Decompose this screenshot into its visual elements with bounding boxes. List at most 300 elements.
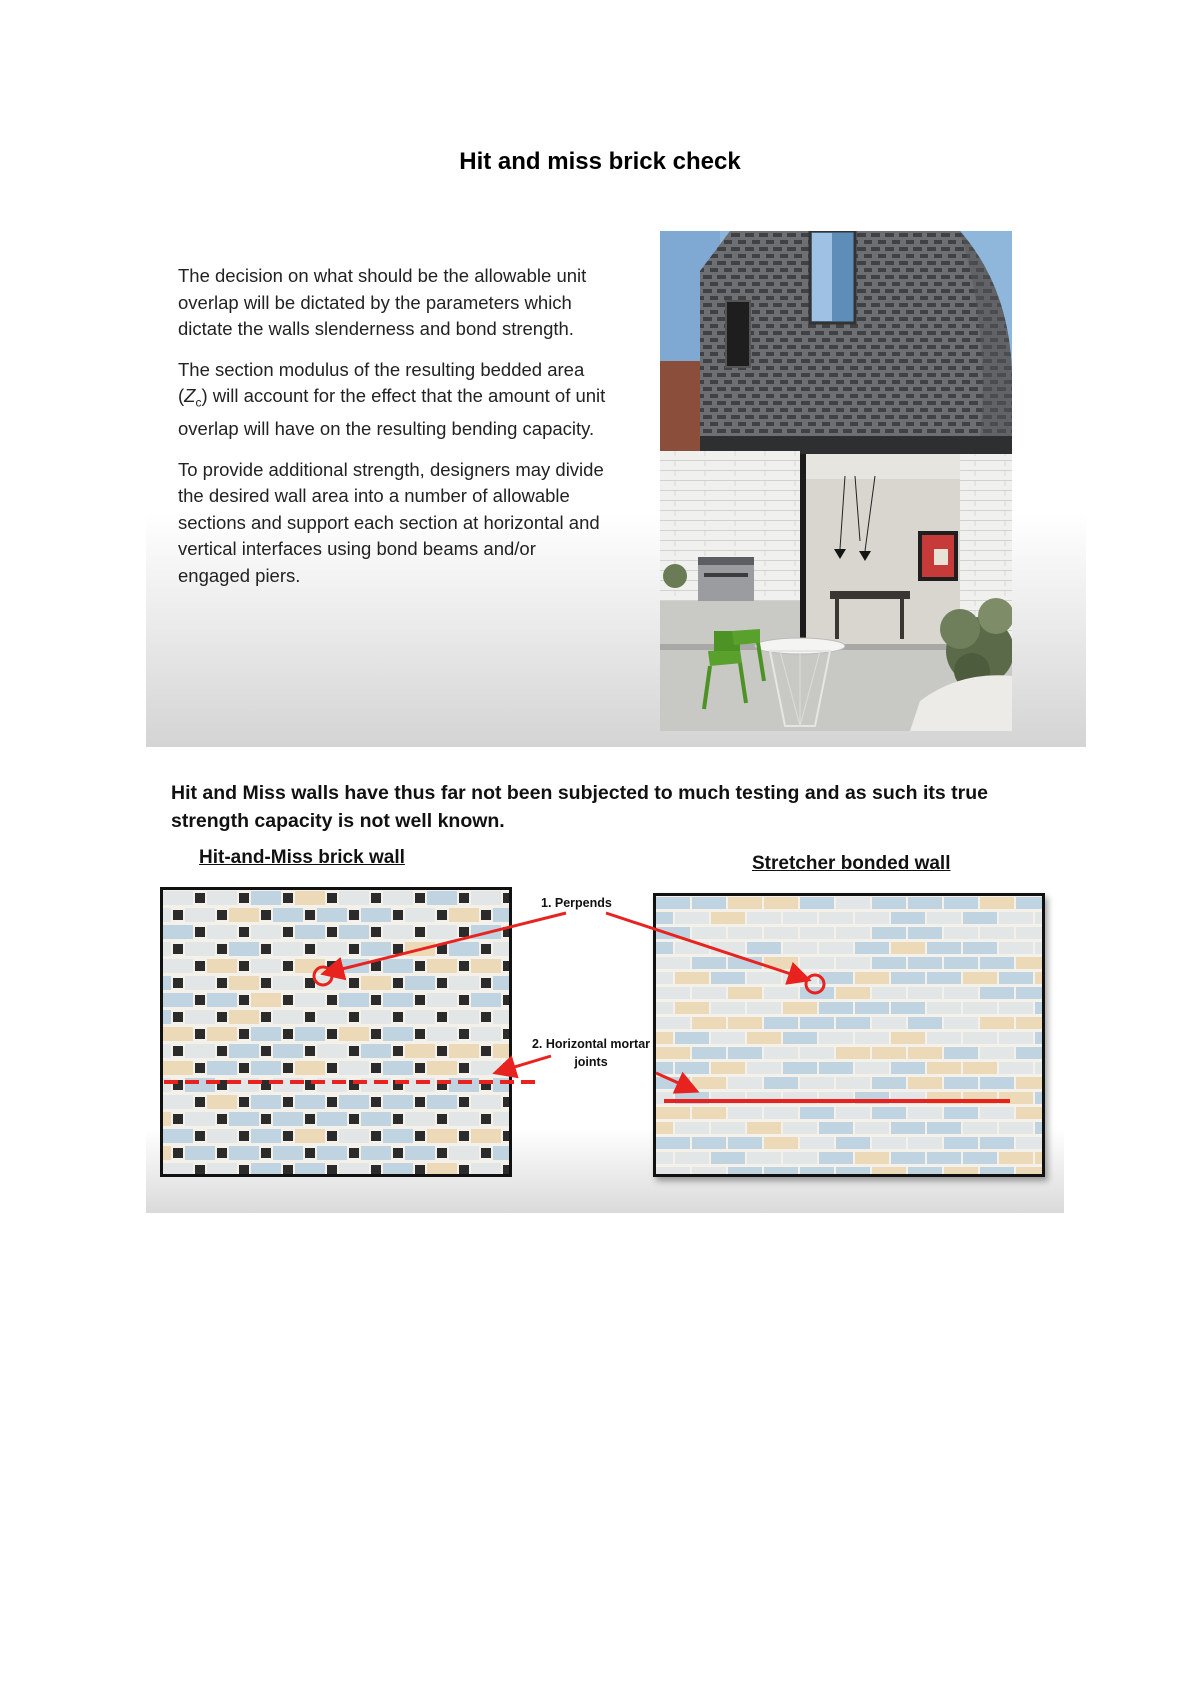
brick <box>1016 1137 1042 1149</box>
brick <box>503 1097 509 1107</box>
brick <box>383 925 413 939</box>
brick <box>185 976 215 990</box>
brick <box>891 1062 925 1074</box>
brick <box>747 1152 781 1164</box>
brick <box>327 1165 337 1174</box>
brick <box>361 1010 391 1024</box>
brick <box>783 972 817 984</box>
brick <box>349 1046 359 1056</box>
brick <box>471 1163 501 1174</box>
brick <box>459 1165 469 1174</box>
brick <box>251 1163 281 1174</box>
brick <box>764 1017 798 1029</box>
brick <box>711 1002 745 1014</box>
brick <box>163 993 193 1007</box>
brick <box>963 1122 997 1134</box>
brick <box>855 912 889 924</box>
brick <box>449 942 479 956</box>
brick <box>980 987 1014 999</box>
brick <box>339 1027 369 1041</box>
brick <box>261 910 271 920</box>
brick <box>427 959 457 973</box>
brick <box>800 1077 834 1089</box>
brick <box>317 908 347 922</box>
brick <box>963 1152 997 1164</box>
brick <box>1016 927 1042 939</box>
brick <box>711 942 745 954</box>
brick <box>692 957 726 969</box>
brick <box>349 944 359 954</box>
brick <box>836 1167 870 1174</box>
brick <box>261 978 271 988</box>
brick <box>185 942 215 956</box>
brick <box>471 891 501 905</box>
brick <box>980 1107 1014 1119</box>
brick <box>195 1063 205 1073</box>
brick <box>283 1165 293 1174</box>
brick <box>371 1029 381 1039</box>
brick <box>980 1077 1014 1089</box>
brick <box>908 927 942 939</box>
brick <box>295 1061 325 1075</box>
brick <box>783 1032 817 1044</box>
brick <box>764 897 798 909</box>
brick <box>891 1092 925 1104</box>
brick <box>163 1129 193 1143</box>
brick <box>1016 1047 1042 1059</box>
brick <box>361 1044 391 1058</box>
brick <box>217 1046 227 1056</box>
brick <box>692 1107 726 1119</box>
brick <box>163 1078 171 1092</box>
brick <box>891 1152 925 1164</box>
brick <box>728 957 762 969</box>
brick <box>819 912 853 924</box>
page-title: Hit and miss brick check <box>459 148 741 175</box>
brick <box>872 1077 906 1089</box>
brick <box>393 1046 403 1056</box>
brick <box>405 1112 435 1126</box>
brick <box>185 1078 215 1092</box>
brick <box>327 995 337 1005</box>
brick <box>361 1078 391 1092</box>
brick <box>963 1092 997 1104</box>
brick <box>872 1047 906 1059</box>
brick <box>173 1080 183 1090</box>
brick <box>819 1152 853 1164</box>
brick <box>1035 1062 1042 1074</box>
brick <box>427 1163 457 1174</box>
brick <box>327 927 337 937</box>
brick <box>503 995 509 1005</box>
brick <box>656 957 690 969</box>
brick <box>855 1002 889 1014</box>
brick <box>371 1063 381 1073</box>
brick <box>239 1131 249 1141</box>
brick <box>503 1063 509 1073</box>
brick <box>437 1012 447 1022</box>
brick <box>173 1012 183 1022</box>
brick <box>173 1046 183 1056</box>
brick <box>427 1027 457 1041</box>
brick <box>229 942 259 956</box>
brick <box>459 1063 469 1073</box>
brick <box>251 1061 281 1075</box>
brick <box>305 1114 315 1124</box>
brick <box>503 961 509 971</box>
brick <box>908 1077 942 1089</box>
slide-2 <box>146 747 1064 1213</box>
brick <box>449 908 479 922</box>
brick <box>692 1137 726 1149</box>
brick <box>747 942 781 954</box>
brick <box>692 1167 726 1174</box>
brick <box>855 1032 889 1044</box>
brick <box>339 1061 369 1075</box>
brick <box>963 1032 997 1044</box>
brick <box>163 1044 171 1058</box>
brick <box>980 1167 1014 1174</box>
brick <box>273 1010 303 1024</box>
brick <box>855 1062 889 1074</box>
brick <box>927 1002 961 1014</box>
brick <box>800 1047 834 1059</box>
brick <box>908 897 942 909</box>
brick <box>855 1122 889 1134</box>
brick <box>383 1095 413 1109</box>
brick <box>305 1148 315 1158</box>
brick <box>195 995 205 1005</box>
brick <box>963 972 997 984</box>
brick <box>273 976 303 990</box>
brick <box>339 891 369 905</box>
brick <box>229 976 259 990</box>
brick <box>872 987 906 999</box>
brick <box>427 925 457 939</box>
brick <box>371 1165 381 1174</box>
brick <box>783 1002 817 1014</box>
brick <box>349 978 359 988</box>
brick <box>415 1131 425 1141</box>
brick <box>656 912 673 924</box>
brick <box>427 1061 457 1075</box>
brick <box>944 1167 978 1174</box>
brick <box>728 1077 762 1089</box>
brick <box>999 912 1033 924</box>
brick <box>656 1017 690 1029</box>
brick <box>999 972 1033 984</box>
brick <box>415 995 425 1005</box>
brick <box>747 1002 781 1014</box>
brick <box>783 912 817 924</box>
brick <box>481 1148 491 1158</box>
brick <box>261 1148 271 1158</box>
brick <box>217 910 227 920</box>
brick <box>427 993 457 1007</box>
brick <box>819 1062 853 1074</box>
brick <box>836 987 870 999</box>
brick <box>800 987 834 999</box>
brick <box>327 893 337 903</box>
brick <box>855 972 889 984</box>
brick <box>1016 1167 1042 1174</box>
brick <box>163 1061 193 1075</box>
brick <box>836 927 870 939</box>
brick <box>195 1165 205 1174</box>
brick <box>503 893 509 903</box>
brick <box>747 1032 781 1044</box>
brick <box>207 1095 237 1109</box>
brick <box>481 1046 491 1056</box>
brick <box>872 927 906 939</box>
brick <box>405 976 435 990</box>
brick <box>944 1077 978 1089</box>
brick <box>764 957 798 969</box>
brick <box>251 891 281 905</box>
brick <box>295 925 325 939</box>
brick <box>999 1002 1033 1014</box>
brick <box>305 1012 315 1022</box>
brick <box>503 1165 509 1174</box>
brick <box>361 942 391 956</box>
brick <box>872 1107 906 1119</box>
brick <box>195 1029 205 1039</box>
paragraph-section-modulus <box>178 357 608 443</box>
brick <box>675 1092 709 1104</box>
brick <box>239 927 249 937</box>
brick <box>317 976 347 990</box>
brick <box>163 1146 171 1160</box>
brick <box>675 1002 709 1014</box>
brick <box>173 910 183 920</box>
brick <box>471 1027 501 1041</box>
brick <box>711 1032 745 1044</box>
brick <box>493 1078 509 1092</box>
brick <box>185 1044 215 1058</box>
brick <box>481 1080 491 1090</box>
brick <box>317 1146 347 1160</box>
brick <box>980 1047 1014 1059</box>
brick <box>283 1131 293 1141</box>
brick <box>163 1027 193 1041</box>
brick <box>493 976 509 990</box>
brick <box>656 1137 690 1149</box>
brick <box>459 995 469 1005</box>
annotation-horizontal-mortar-joints <box>516 1035 666 1071</box>
paragraph-section-modulus-body: will account for the effect that the amount of unit overlap will have on the resulting bending capacity. <box>178 385 606 440</box>
brick <box>872 1137 906 1149</box>
brick <box>163 976 171 990</box>
brick <box>908 1167 942 1174</box>
brick <box>764 987 798 999</box>
brick <box>656 1122 673 1134</box>
brick <box>747 972 781 984</box>
brick <box>229 908 259 922</box>
brick <box>836 897 870 909</box>
brick <box>459 961 469 971</box>
brick <box>927 972 961 984</box>
brick <box>503 927 509 937</box>
symbol-z: Z <box>184 385 196 406</box>
brick <box>229 1044 259 1058</box>
brick <box>239 1063 249 1073</box>
brick <box>173 978 183 988</box>
building-photo <box>660 231 1012 731</box>
brick <box>449 1078 479 1092</box>
brick <box>195 893 205 903</box>
brick <box>295 1095 325 1109</box>
brick <box>251 959 281 973</box>
brick <box>656 1167 690 1174</box>
brick <box>251 1095 281 1109</box>
brick <box>415 1165 425 1174</box>
brick <box>927 1152 961 1164</box>
brick <box>437 910 447 920</box>
brick <box>185 1146 215 1160</box>
brick <box>764 1107 798 1119</box>
brick <box>405 908 435 922</box>
brick <box>163 959 193 973</box>
brick <box>349 1114 359 1124</box>
brick <box>819 972 853 984</box>
brick <box>459 927 469 937</box>
brick <box>437 1148 447 1158</box>
brick <box>471 1095 501 1109</box>
brick <box>711 912 745 924</box>
brick <box>692 1017 726 1029</box>
brick <box>283 927 293 937</box>
brick <box>459 1131 469 1141</box>
brick <box>692 987 726 999</box>
brick <box>503 1131 509 1141</box>
brick <box>163 1112 171 1126</box>
brick <box>800 1137 834 1149</box>
brick <box>999 942 1033 954</box>
brick <box>493 1044 509 1058</box>
brick <box>207 959 237 973</box>
brick <box>229 1078 259 1092</box>
brick <box>217 1080 227 1090</box>
brick <box>349 1012 359 1022</box>
brick <box>405 1078 435 1092</box>
brick <box>339 993 369 1007</box>
brick <box>283 1097 293 1107</box>
brick <box>908 1017 942 1029</box>
brick <box>471 925 501 939</box>
brick <box>891 942 925 954</box>
brick <box>305 1080 315 1090</box>
brick <box>239 1165 249 1174</box>
brick <box>471 1061 501 1075</box>
brick <box>927 1092 961 1104</box>
brick <box>349 1148 359 1158</box>
brick <box>361 1112 391 1126</box>
brick <box>819 1122 853 1134</box>
brick <box>692 927 726 939</box>
brick <box>327 1097 337 1107</box>
brick <box>836 1017 870 1029</box>
brick <box>692 1077 726 1089</box>
brick <box>339 1095 369 1109</box>
brick <box>393 944 403 954</box>
brick <box>944 1107 978 1119</box>
brick <box>471 993 501 1007</box>
brick <box>656 897 690 909</box>
brick <box>195 1097 205 1107</box>
brick <box>481 978 491 988</box>
brick <box>675 1032 709 1044</box>
brick <box>656 942 673 954</box>
annotation-perpends: 1. Perpends <box>541 896 612 910</box>
brick <box>371 893 381 903</box>
brick <box>944 1137 978 1149</box>
brick <box>295 959 325 973</box>
brick <box>819 942 853 954</box>
brick <box>295 891 325 905</box>
brick <box>836 1107 870 1119</box>
brick <box>261 944 271 954</box>
brick <box>273 1078 303 1092</box>
brick <box>239 893 249 903</box>
brick <box>371 927 381 937</box>
brick <box>283 893 293 903</box>
brick <box>273 1112 303 1126</box>
brick <box>800 927 834 939</box>
brick <box>415 1097 425 1107</box>
brick <box>415 1029 425 1039</box>
slide-2-heading: Hit and Miss walls have thus far not been subjected to much testing and as such its true strength capacity is not well known. <box>171 782 988 832</box>
brick <box>493 1010 509 1024</box>
caption-hit-and-miss-wall: Hit-and-Miss brick wall <box>199 847 405 868</box>
brick <box>295 993 325 1007</box>
brick <box>800 897 834 909</box>
brick <box>728 1167 762 1174</box>
brick <box>393 1012 403 1022</box>
brick <box>173 1148 183 1158</box>
brick <box>728 1047 762 1059</box>
brick <box>836 1047 870 1059</box>
brick <box>1035 1032 1042 1044</box>
brick <box>217 1012 227 1022</box>
brick <box>261 1012 271 1022</box>
brick <box>349 910 359 920</box>
brick <box>908 1107 942 1119</box>
brick <box>295 1129 325 1143</box>
brick <box>339 1163 369 1174</box>
brick <box>283 995 293 1005</box>
paragraph-additional-strength: To provide additional strength, designers may divide the desired wall area into a number of allowable sections and support each section at horizontal and vertical interfaces using bond beams and/or engaged piers. <box>178 458 604 586</box>
brick <box>855 942 889 954</box>
brick <box>305 1046 315 1056</box>
brick <box>747 1092 781 1104</box>
brick <box>261 1080 271 1090</box>
brick <box>339 959 369 973</box>
brick <box>405 1146 435 1160</box>
brick <box>283 1063 293 1073</box>
brick <box>692 1047 726 1059</box>
brick <box>163 1095 193 1109</box>
brick <box>437 944 447 954</box>
brick <box>207 1163 237 1174</box>
brick <box>163 942 171 956</box>
brick <box>163 908 171 922</box>
brick <box>327 961 337 971</box>
brick <box>449 1010 479 1024</box>
brick <box>963 1002 997 1014</box>
brick <box>437 1046 447 1056</box>
brick <box>405 1010 435 1024</box>
brick <box>1035 942 1042 954</box>
